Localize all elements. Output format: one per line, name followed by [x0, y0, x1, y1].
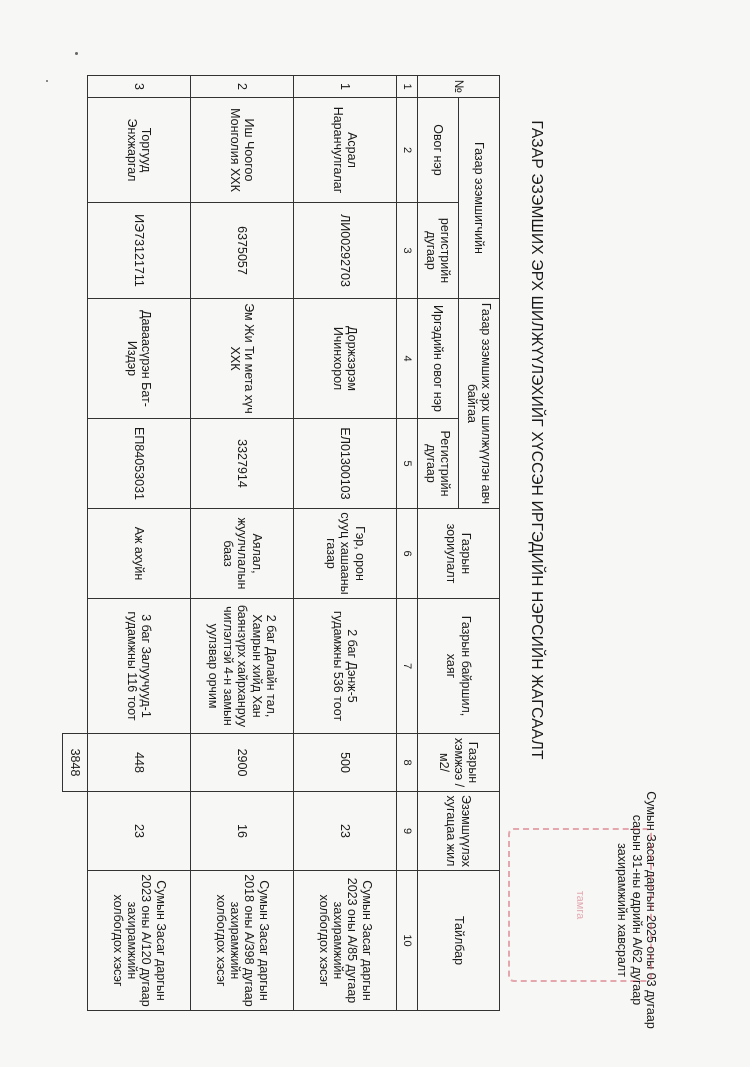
- owner-name: Асрал Наранчулгалаг: [294, 98, 397, 203]
- citizen-register: ЕЛ01300103: [294, 419, 397, 509]
- row-no: 1: [294, 76, 397, 98]
- land-location: 2 баг Дэнж-5 гудамжны 536 тоот: [294, 599, 397, 734]
- header-purpose: Газрын зориулалт: [418, 509, 500, 599]
- col-number: 5: [397, 419, 418, 509]
- row-no: 3: [88, 76, 191, 98]
- col-number: 1: [397, 76, 418, 98]
- header-area: Газрын хэмжээ / м2/: [418, 734, 500, 792]
- approval-line-2: сарын 31-ны өдрийн А/62 дугаар: [629, 814, 644, 1006]
- header-citizen-register: Регистрийн дугаар: [418, 419, 459, 509]
- total-area: 3848: [63, 734, 88, 792]
- document-title: ГАЗАР ЭЗЭМШИХ ЭРХ ШИЛЖҮҮЛЭХИЙГ ХҮССЭН ИРГЭДИЙН НЭРСИЙН ЖАГСААЛТ: [528, 120, 545, 760]
- owner-register: 6375057: [191, 203, 294, 299]
- land-area: 2900: [191, 734, 294, 792]
- header-no: №: [418, 76, 500, 98]
- header-location: Газрын байршил, хаяг: [418, 599, 500, 734]
- row-note: Сумын Засаг даргын 2018 оны А/398 дугаар захирамжийн холбогдох хэсэг: [191, 871, 294, 1011]
- land-location: 3 баг Залуучууд-1 гудамжны 116 тоот: [88, 599, 191, 734]
- row-note: Сумын Засаг даргын 2023 оны А/85 дугаар захирамжийн холбогдох хэсэг: [294, 871, 397, 1011]
- owner-name: Торгууд Энхжаргал: [88, 98, 191, 203]
- citizen-register: ЕП84053031: [88, 419, 191, 509]
- table-row: [191, 76, 294, 1011]
- ownership-term: 23: [88, 792, 191, 871]
- citizen-register: 3327914: [191, 419, 294, 509]
- col-number: 2: [397, 98, 418, 203]
- header-owner-group: Газар эзэмшигчийн: [459, 98, 500, 299]
- citizen-name: Эм Жи Ти мета хүч ХХК: [191, 299, 294, 419]
- official-stamp: [508, 828, 652, 982]
- owner-register: ИЭ73121711: [88, 203, 191, 299]
- ownership-term: 23: [294, 792, 397, 871]
- approval-line-1: Сумын Засаг даргын 2025 оны 03 дугаар: [644, 791, 658, 1029]
- owner-name: Иш Чоогоо Монголия ХХК: [191, 98, 294, 203]
- header-row-1: [459, 76, 500, 1011]
- col-number: 4: [397, 299, 418, 419]
- citizen-name: Даваасүрэн Бат-Издэр: [88, 299, 191, 419]
- col-number: 10: [397, 871, 418, 1011]
- approval-line-3: захирамжийн хавсралт: [615, 843, 630, 977]
- column-number-row: [397, 76, 418, 1011]
- row-note: Сумын Засаг даргын 2023 оны А/120 дугаар захирамжийн холбогдох хэсэг: [88, 871, 191, 1011]
- col-number: 7: [397, 599, 418, 734]
- col-number: 3: [397, 203, 418, 299]
- table-row: [88, 76, 191, 1011]
- table-row: [294, 76, 397, 1011]
- applicants-table: [62, 75, 500, 1011]
- header-transfer-group: Газар эзэмших эрх шилжүүлэн авч байгаа: [459, 299, 500, 509]
- total-row: [63, 76, 88, 1011]
- scan-speck: [75, 52, 78, 55]
- owner-register: ЛИ00292703: [294, 203, 397, 299]
- col-number: 8: [397, 734, 418, 792]
- header-citizen-name: Иргэдийн овог нэр: [418, 299, 459, 419]
- land-location: 2 баг Далайн тал, Хамрын хийд Хан баянзүрх хайрханруу чиглэлтэй 4-н замын уулзвар орчим: [191, 599, 294, 734]
- citizen-name: Доржзэрэм Ичинхорол: [294, 299, 397, 419]
- land-purpose: Аялал, жуулчлалын бааз: [191, 509, 294, 599]
- col-number: 9: [397, 792, 418, 871]
- header-term: Эзэмшүүлэх хугацаа жил: [418, 792, 500, 871]
- stamp-text: тамга: [574, 890, 586, 920]
- ownership-term: 16: [191, 792, 294, 871]
- header-note: Тайлбар: [418, 871, 500, 1011]
- land-area: 448: [88, 734, 191, 792]
- land-purpose: Гэр, орон сууц хашааны газар: [294, 509, 397, 599]
- land-purpose: Аж ахуйн: [88, 509, 191, 599]
- row-no: 2: [191, 76, 294, 98]
- header-surname-name: Овог нэр: [418, 98, 459, 203]
- scan-speck: [46, 80, 48, 82]
- col-number: 6: [397, 509, 418, 599]
- land-area: 500: [294, 734, 397, 792]
- header-register: регистрийн дугаар: [418, 203, 459, 299]
